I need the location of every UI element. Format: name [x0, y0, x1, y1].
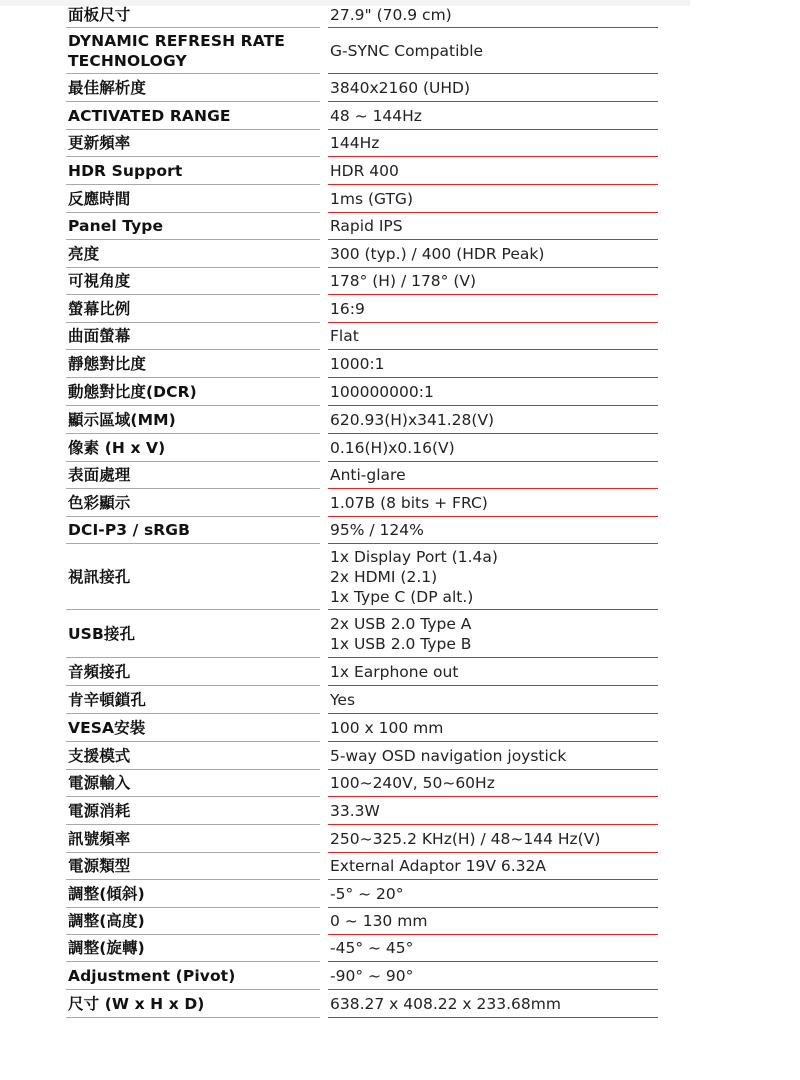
spec-label: Panel Type: [66, 213, 320, 240]
spec-value: [328, 880, 658, 908]
spec-label: 尺寸 (W x H x D): [66, 990, 320, 1018]
spec-value: [328, 295, 658, 323]
spec-label: 肯辛頓鎖孔: [66, 686, 320, 714]
spec-value-lines: [330, 911, 427, 931]
spec-value: [328, 714, 658, 742]
spec-value-lines: [330, 856, 546, 876]
spec-value: [328, 102, 658, 130]
spec-value: [328, 157, 658, 185]
spec-value-lines: [330, 690, 355, 710]
spec-value-lines: [330, 829, 600, 849]
spec-value: [328, 935, 658, 962]
spec-label: DCI-P3 / sRGB: [66, 517, 320, 544]
spec-value: [328, 434, 658, 462]
spec-value: [328, 185, 658, 213]
spec-value-line: 0 ~ 130 mm: [330, 912, 428, 930]
spec-label: 最佳解析度: [66, 74, 320, 102]
spec-label: 可視角度: [66, 268, 320, 295]
spec-row: [66, 240, 658, 268]
spec-value-line: -90° ~ 90°: [330, 966, 414, 985]
spec-label: ACTIVATED RANGE: [66, 102, 320, 130]
spec-row: [66, 908, 658, 935]
spec-label: 電源類型: [66, 853, 320, 880]
spec-value: [328, 990, 658, 1018]
spec-value-lines: [330, 746, 566, 766]
spec-value-line: HDR 400: [330, 161, 399, 180]
spec-row: [66, 102, 658, 130]
spec-value-lines: [330, 520, 424, 540]
spec-row: [66, 28, 658, 74]
spec-value-line: -45° ~ 45°: [330, 939, 414, 957]
spec-value-line: External Adaptor 19V 6.32A: [330, 857, 546, 875]
spec-value-line: 1x Display Port (1.4a): [330, 547, 498, 566]
spec-value-line: 1x Earphone out: [330, 662, 459, 681]
spec-value-lines: [330, 410, 494, 430]
spec-value-line: 620.93(H)x341.28(V): [330, 410, 495, 429]
spec-value-lines: [330, 41, 483, 61]
spec-row: [66, 268, 658, 295]
spec-value: [328, 323, 658, 350]
spec-value: [328, 962, 658, 990]
spec-label: 顯示區域(MM): [66, 406, 320, 434]
spec-label: Adjustment (Pivot): [66, 962, 320, 990]
spec-value-line: 100000000:1: [330, 382, 434, 401]
spec-value-line: 5-way OSD navigation joystick: [330, 746, 567, 765]
spec-value-line: 100 x 100 mm: [330, 718, 444, 737]
spec-value-lines: [330, 438, 455, 458]
spec-label: HDR Support: [66, 157, 320, 185]
spec-label: 面板尺寸: [66, 2, 320, 28]
spec-label: DYNAMIC REFRESH RATE TECHNOLOGY: [66, 28, 320, 74]
spec-value-lines: [330, 354, 385, 374]
spec-value-lines: [330, 161, 399, 181]
spec-row: [66, 2, 658, 28]
spec-row: [66, 658, 658, 686]
spec-label: 電源輸入: [66, 770, 320, 797]
spec-value-line: 16:9: [330, 299, 365, 318]
spec-value-line: 33.3W: [330, 801, 380, 820]
spec-value: [328, 213, 658, 240]
spec-row: [66, 74, 658, 102]
spec-value-lines: [330, 773, 495, 793]
spec-value: [328, 517, 658, 544]
spec-value-line: 2x USB 2.0 Type A: [330, 614, 472, 633]
spec-row: [66, 797, 658, 825]
spec-value-line: 1ms (GTG): [330, 189, 413, 208]
spec-value: [328, 462, 658, 489]
spec-label: 電源消耗: [66, 797, 320, 825]
spec-value-lines: [330, 271, 476, 291]
spec-row: [66, 962, 658, 990]
spec-value-line: 1x USB 2.0 Type B: [330, 634, 472, 653]
spec-value-lines: [330, 78, 470, 98]
spec-label: 音頻接孔: [66, 658, 320, 686]
spec-row: [66, 213, 658, 240]
spec-value: [328, 825, 658, 853]
spec-label: USB接孔: [66, 610, 320, 658]
spec-value-lines: [330, 547, 498, 607]
spec-value-line: G-SYNC Compatible: [330, 41, 484, 60]
spec-value: [328, 610, 658, 658]
spec-row: [66, 489, 658, 517]
spec-label: 調整(高度): [66, 908, 320, 935]
spec-value-line: 638.27 x 408.22 x 233.68mm: [330, 994, 561, 1013]
spec-row: [66, 825, 658, 853]
spec-label: 調整(旋轉): [66, 935, 320, 962]
spec-row: [66, 517, 658, 544]
spec-value-line: Flat: [330, 327, 359, 345]
spec-value-line: 250~325.2 KHz(H) / 48~144 Hz(V): [330, 829, 601, 848]
spec-value-lines: [330, 299, 365, 319]
spec-value-lines: [330, 106, 422, 126]
spec-value: [328, 797, 658, 825]
spec-value-lines: [330, 994, 561, 1014]
spec-label: 反應時間: [66, 185, 320, 213]
spec-label: 靜態對比度: [66, 350, 320, 378]
spec-value: [328, 686, 658, 714]
spec-row: [66, 742, 658, 770]
spec-row: [66, 295, 658, 323]
spec-value-lines: [330, 244, 544, 264]
spec-label: 調整(傾斜): [66, 880, 320, 908]
spec-value-line: 95% / 124%: [330, 521, 424, 539]
spec-value: [328, 658, 658, 686]
spec-value: [328, 268, 658, 295]
spec-value-line: 1000:1: [330, 354, 385, 373]
spec-value: [328, 130, 658, 157]
spec-row: [66, 714, 658, 742]
spec-value: [328, 544, 658, 610]
spec-value-lines: [330, 938, 413, 958]
spec-label: 像素 (H x V): [66, 434, 320, 462]
spec-value-line: 1x Type C (DP alt.): [330, 587, 474, 606]
spec-row: [66, 462, 658, 489]
spec-row: [66, 185, 658, 213]
spec-value: [328, 240, 658, 268]
spec-value-line: Yes: [330, 690, 356, 709]
spec-row: [66, 406, 658, 434]
spec-value-line: 2x HDMI (2.1): [330, 567, 438, 586]
spec-label: 訊號頻率: [66, 825, 320, 853]
spec-label: 動態對比度(DCR): [66, 378, 320, 406]
spec-row: [66, 434, 658, 462]
spec-value-line: 100~240V, 50~60Hz: [330, 774, 495, 792]
spec-label: 螢幕比例: [66, 295, 320, 323]
spec-value-line: 144Hz: [330, 134, 380, 152]
spec-value: [328, 28, 658, 74]
spec-table: [66, 2, 658, 1018]
spec-value: [328, 406, 658, 434]
spec-label: 色彩顯示: [66, 489, 320, 517]
spec-value-lines: [330, 662, 458, 682]
spec-value-line: 178° (H) / 178° (V): [330, 272, 477, 290]
spec-value-lines: [330, 884, 404, 904]
spec-value-lines: [330, 382, 434, 402]
spec-label: 亮度: [66, 240, 320, 268]
spec-label: 更新頻率: [66, 130, 320, 157]
spec-value-line: Rapid IPS: [330, 217, 403, 235]
spec-value-lines: [330, 133, 379, 153]
spec-value-lines: [330, 614, 471, 654]
spec-value-lines: [330, 189, 413, 209]
spec-row: [66, 378, 658, 406]
spec-value-line: 48 ~ 144Hz: [330, 106, 422, 125]
spec-row: [66, 880, 658, 908]
spec-value: [328, 378, 658, 406]
spec-value-line: Anti-glare: [330, 466, 406, 484]
spec-value-line: 27.9" (70.9 cm): [330, 5, 452, 24]
spec-label: 支援模式: [66, 742, 320, 770]
spec-row: [66, 323, 658, 350]
spec-value-lines: [330, 493, 488, 513]
spec-value-lines: [330, 216, 403, 236]
spec-row: [66, 770, 658, 797]
spec-label: 曲面螢幕: [66, 323, 320, 350]
spec-value-line: 1.07B (8 bits + FRC): [330, 493, 488, 512]
spec-row: [66, 350, 658, 378]
spec-row: [66, 853, 658, 880]
spec-value: [328, 742, 658, 770]
spec-value-lines: [330, 5, 452, 25]
spec-row: [66, 990, 658, 1018]
spec-value: [328, 74, 658, 102]
spec-row: [66, 935, 658, 962]
spec-value: [328, 853, 658, 880]
spec-label: VESA安裝: [66, 714, 320, 742]
spec-row: [66, 610, 658, 658]
spec-value-line: 0.16(H)x0.16(V): [330, 438, 455, 457]
spec-value-lines: [330, 801, 380, 821]
spec-value: [328, 2, 658, 28]
spec-value-line: 3840x2160 (UHD): [330, 78, 471, 97]
spec-row: [66, 544, 658, 610]
spec-label: 視訊接孔: [66, 544, 320, 610]
spec-value: [328, 770, 658, 797]
spec-value-lines: [330, 966, 413, 986]
spec-value-lines: [330, 465, 406, 485]
spec-value: [328, 489, 658, 517]
spec-value-line: -5° ~ 20°: [330, 884, 404, 903]
spec-row: [66, 130, 658, 157]
spec-row: [66, 686, 658, 714]
spec-value-lines: [330, 718, 443, 738]
spec-value-line: 300 (typ.) / 400 (HDR Peak): [330, 244, 545, 263]
spec-value-lines: [330, 326, 359, 346]
spec-value: [328, 350, 658, 378]
spec-label: 表面處理: [66, 462, 320, 489]
spec-value: [328, 908, 658, 935]
spec-row: [66, 157, 658, 185]
